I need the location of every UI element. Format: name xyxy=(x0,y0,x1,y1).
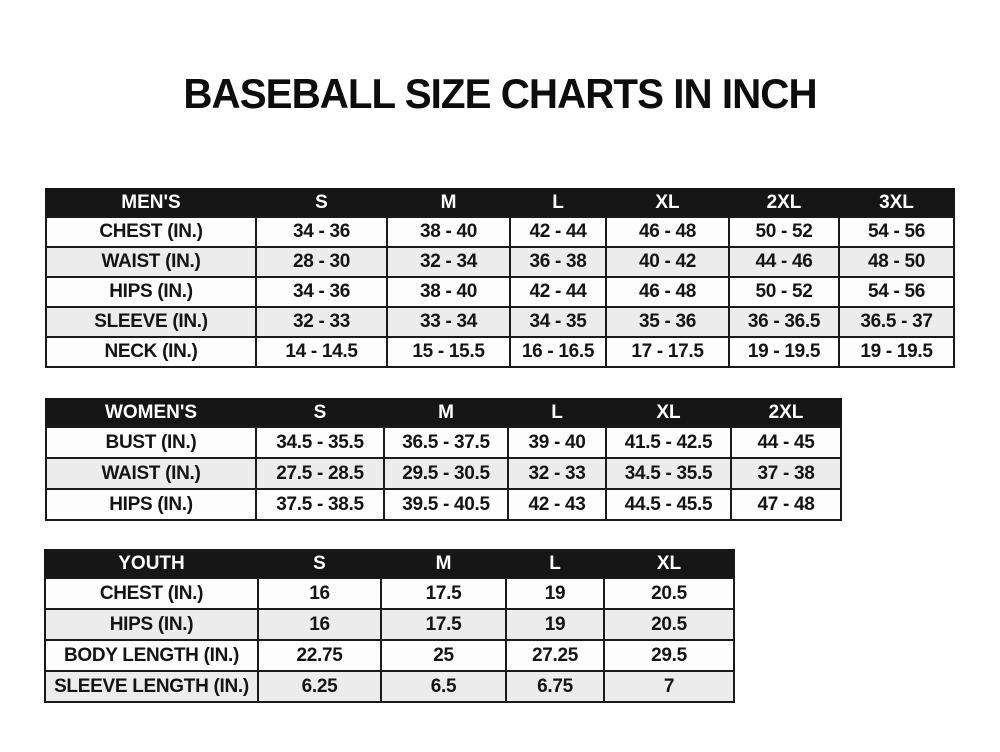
table-row xyxy=(45,671,734,702)
size-value-cell: 34 - 35 xyxy=(510,307,606,337)
size-value-cell: 27.25 xyxy=(506,640,604,671)
size-value-cell: 38 - 40 xyxy=(387,217,510,247)
youth-size-column-header: M xyxy=(381,550,506,578)
size-value-cell: 35 - 36 xyxy=(606,307,729,337)
row-label: HIPS (IN.) xyxy=(46,277,256,307)
womens-size-table xyxy=(45,398,842,521)
size-value-cell: 28 - 30 xyxy=(256,247,387,277)
size-value-cell: 42 - 43 xyxy=(508,489,606,520)
row-label: WAIST (IN.) xyxy=(46,247,256,277)
row-label: SLEEVE LENGTH (IN.) xyxy=(45,671,258,702)
size-value-cell: 15 - 15.5 xyxy=(387,337,510,367)
row-label: CHEST (IN.) xyxy=(45,578,258,609)
table-row xyxy=(45,640,734,671)
size-value-cell: 38 - 40 xyxy=(387,277,510,307)
size-value-cell: 20.5 xyxy=(604,609,734,640)
size-value-cell: 27.5 - 28.5 xyxy=(256,458,384,489)
size-value-cell: 42 - 44 xyxy=(510,277,606,307)
mens-size-column-header: M xyxy=(387,189,510,217)
table-row xyxy=(46,337,954,367)
youth-size-column-header: L xyxy=(506,550,604,578)
size-value-cell: 7 xyxy=(604,671,734,702)
size-value-cell: 34 - 36 xyxy=(256,217,387,247)
womens-size-column-header: L xyxy=(508,399,606,427)
size-value-cell: 19 - 19.5 xyxy=(839,337,954,367)
size-value-cell: 39.5 - 40.5 xyxy=(384,489,508,520)
size-value-cell: 22.75 xyxy=(258,640,381,671)
size-value-cell: 40 - 42 xyxy=(606,247,729,277)
size-value-cell: 32 - 33 xyxy=(508,458,606,489)
table-row xyxy=(45,578,734,609)
table-row xyxy=(46,217,954,247)
size-value-cell: 6.75 xyxy=(506,671,604,702)
size-value-cell: 17.5 xyxy=(381,578,506,609)
size-value-cell: 34.5 - 35.5 xyxy=(606,458,731,489)
size-value-cell: 36.5 - 37 xyxy=(839,307,954,337)
size-value-cell: 20.5 xyxy=(604,578,734,609)
page-title: BASEBALL SIZE CHARTS IN INCH xyxy=(183,70,817,117)
womens-size-column-header: M xyxy=(384,399,508,427)
row-label: SLEEVE (IN.) xyxy=(46,307,256,337)
size-value-cell: 6.25 xyxy=(258,671,381,702)
size-value-cell: 29.5 xyxy=(604,640,734,671)
womens-size-column-header: S xyxy=(256,399,384,427)
youth-size-column-header: S xyxy=(258,550,381,578)
youth-header-row xyxy=(45,550,734,578)
size-value-cell: 17 - 17.5 xyxy=(606,337,729,367)
youth-size-column-header: XL xyxy=(604,550,734,578)
table-row xyxy=(46,277,954,307)
size-value-cell: 42 - 44 xyxy=(510,217,606,247)
table-row xyxy=(46,489,841,520)
mens-size-column-header: 3XL xyxy=(839,189,954,217)
size-value-cell: 19 xyxy=(506,609,604,640)
size-value-cell: 54 - 56 xyxy=(839,277,954,307)
size-value-cell: 41.5 - 42.5 xyxy=(606,427,731,458)
size-value-cell: 37.5 - 38.5 xyxy=(256,489,384,520)
size-value-cell: 19 - 19.5 xyxy=(729,337,839,367)
size-value-cell: 16 xyxy=(258,609,381,640)
size-value-cell: 36 - 38 xyxy=(510,247,606,277)
size-value-cell: 19 xyxy=(506,578,604,609)
size-value-cell: 29.5 - 30.5 xyxy=(384,458,508,489)
size-value-cell: 34 - 36 xyxy=(256,277,387,307)
row-label: NECK (IN.) xyxy=(46,337,256,367)
table-row xyxy=(46,427,841,458)
mens-size-column-header: XL xyxy=(606,189,729,217)
size-value-cell: 50 - 52 xyxy=(729,217,839,247)
womens-size-column-header: 2XL xyxy=(731,399,841,427)
womens-header-row xyxy=(46,399,841,427)
size-value-cell: 48 - 50 xyxy=(839,247,954,277)
size-value-cell: 44 - 46 xyxy=(729,247,839,277)
size-value-cell: 36 - 36.5 xyxy=(729,307,839,337)
size-value-cell: 37 - 38 xyxy=(731,458,841,489)
size-value-cell: 36.5 - 37.5 xyxy=(384,427,508,458)
size-value-cell: 32 - 33 xyxy=(256,307,387,337)
size-value-cell: 54 - 56 xyxy=(839,217,954,247)
mens-header-row xyxy=(46,189,954,217)
size-value-cell: 33 - 34 xyxy=(387,307,510,337)
size-value-cell: 25 xyxy=(381,640,506,671)
row-label: CHEST (IN.) xyxy=(46,217,256,247)
table-row xyxy=(46,247,954,277)
size-value-cell: 44 - 45 xyxy=(731,427,841,458)
youth-size-table xyxy=(44,549,735,703)
size-value-cell: 6.5 xyxy=(381,671,506,702)
row-label: BODY LENGTH (IN.) xyxy=(45,640,258,671)
size-value-cell: 16 xyxy=(258,578,381,609)
womens-size-column-header: XL xyxy=(606,399,731,427)
size-value-cell: 39 - 40 xyxy=(508,427,606,458)
mens-group-label: MEN'S xyxy=(46,189,256,217)
row-label: HIPS (IN.) xyxy=(46,489,256,520)
row-label: HIPS (IN.) xyxy=(45,609,258,640)
mens-size-column-header: 2XL xyxy=(729,189,839,217)
table-row xyxy=(46,458,841,489)
mens-size-column-header: L xyxy=(510,189,606,217)
size-value-cell: 46 - 48 xyxy=(606,277,729,307)
size-value-cell: 46 - 48 xyxy=(606,217,729,247)
table-row xyxy=(46,307,954,337)
row-label: WAIST (IN.) xyxy=(46,458,256,489)
row-label: BUST (IN.) xyxy=(46,427,256,458)
mens-size-column-header: S xyxy=(256,189,387,217)
size-value-cell: 44.5 - 45.5 xyxy=(606,489,731,520)
size-value-cell: 47 - 48 xyxy=(731,489,841,520)
size-value-cell: 50 - 52 xyxy=(729,277,839,307)
size-value-cell: 16 - 16.5 xyxy=(510,337,606,367)
size-value-cell: 17.5 xyxy=(381,609,506,640)
size-value-cell: 32 - 34 xyxy=(387,247,510,277)
youth-group-label: YOUTH xyxy=(45,550,258,578)
mens-size-table xyxy=(45,188,955,368)
size-value-cell: 34.5 - 35.5 xyxy=(256,427,384,458)
table-row xyxy=(45,609,734,640)
womens-group-label: WOMEN'S xyxy=(46,399,256,427)
size-value-cell: 14 - 14.5 xyxy=(256,337,387,367)
